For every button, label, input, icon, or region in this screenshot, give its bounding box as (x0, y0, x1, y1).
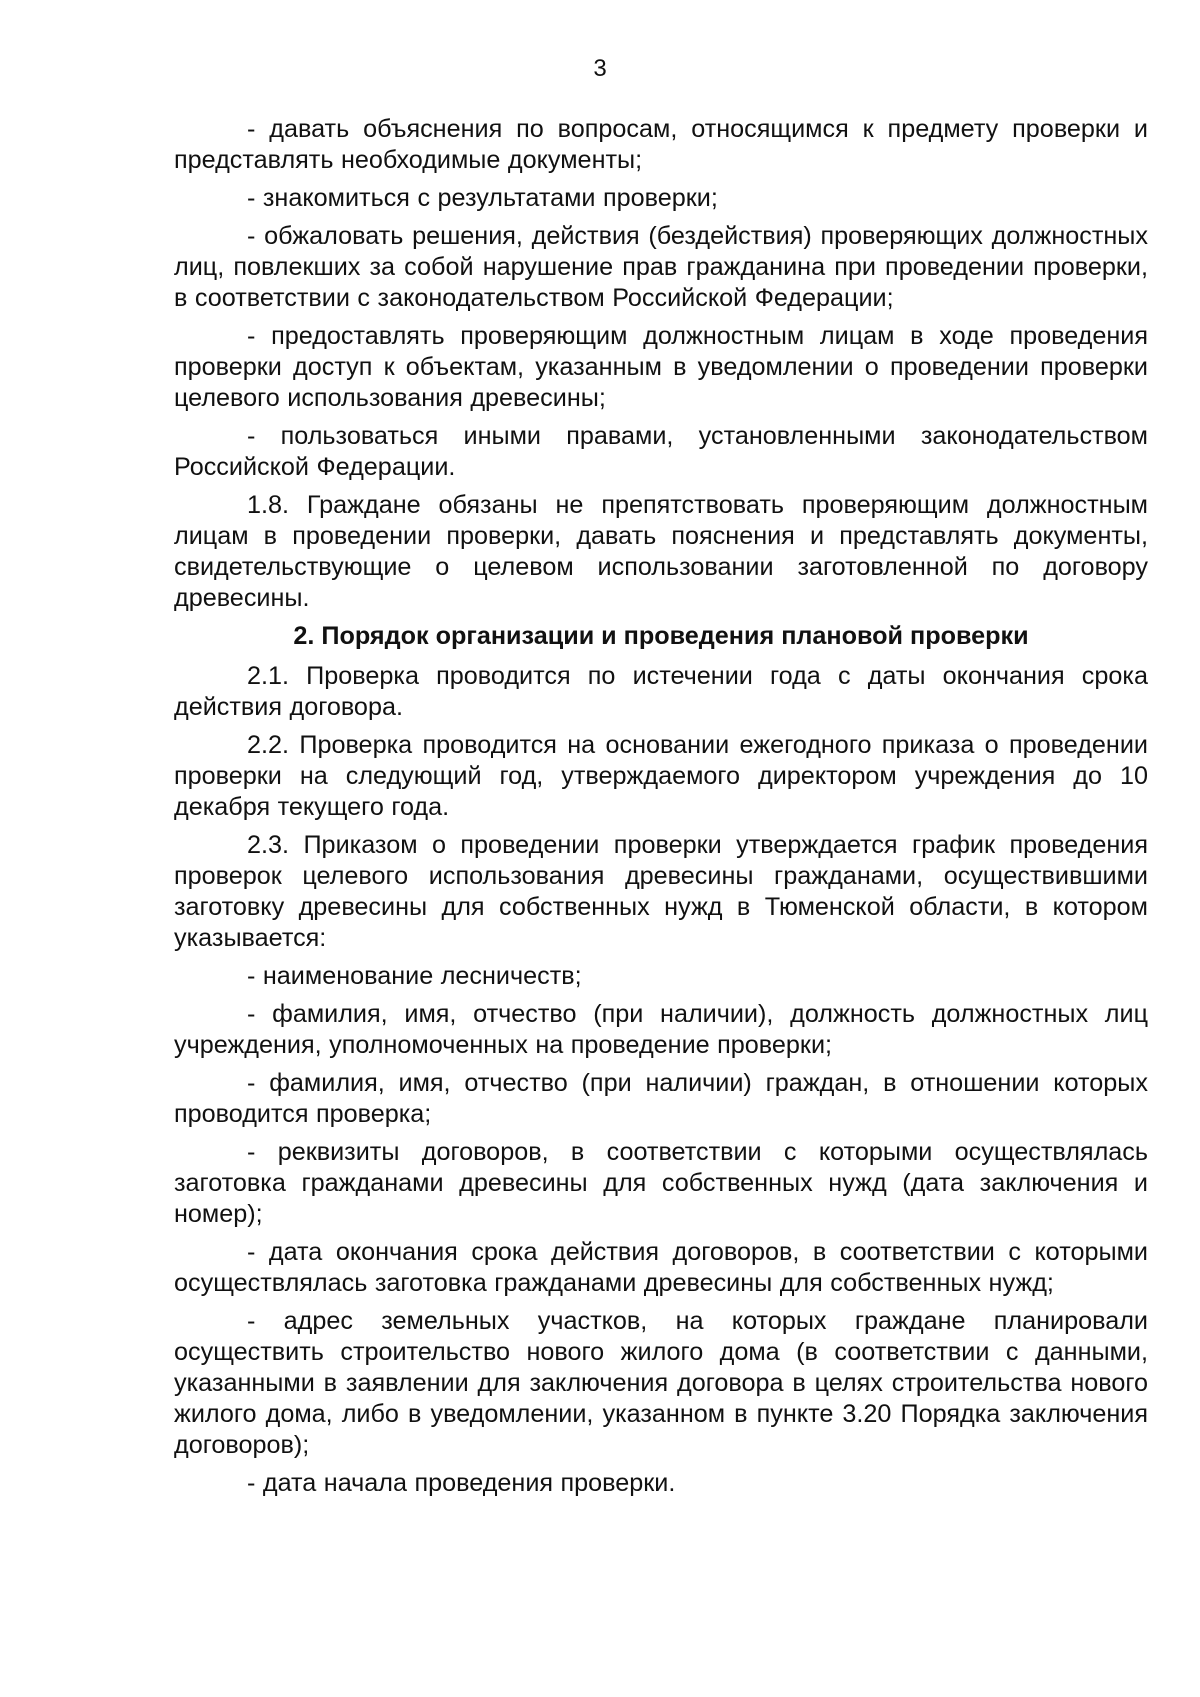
paragraph-1-8: 1.8. Граждане обязаны не препятствовать проверяющим должностным лицам в проведении проверки, давать пояснения и представлять документы, свидетельствующие о целевом использовании заготовленной по договору древесины. (174, 491, 1148, 612)
section-heading: 2. Порядок организации и проведения плановой проверки (293, 622, 1029, 650)
paragraph-right-access: - предоставлять проверяющим должностным лицам в ходе проведения проверки доступ к объектам, указанным в уведомлении о проведении проверки целевого использования древесины; (174, 322, 1148, 412)
paragraph-right-explanations: - давать объяснения по вопросам, относящимся к предмету проверки и представлять необходимые документы; (174, 115, 1148, 174)
list-item-contract-end-date: - дата окончания срока действия договоров, в соответствии с которыми осуществлялась заготовка гражданами древесины для собственных нужд; (174, 1238, 1148, 1297)
list-item-officials: - фамилия, имя, отчество (при наличии), должность должностных лиц учреждения, уполномоченных на проведение проверки; (174, 1000, 1148, 1059)
page-number: 3 (593, 55, 607, 82)
list-item-contract-details: - реквизиты договоров, в соответствии с которыми осуществлялась заготовка гражданами древесины для собственных нужд (дата заключения и номер); (174, 1138, 1148, 1228)
list-item-citizens: - фамилия, имя, отчество (при наличии) граждан, в отношении которых проводится проверка; (174, 1069, 1148, 1128)
list-item-land-address: - адрес земельных участков, на которых граждане планировали осуществить строительство нового жилого дома (в соответствии с данными, указанными в заявлении для заключения договора в целях строительства нового жилого дома, либо в уведомлении, указанном в пункте 3.20 Порядка заключения договоров); (174, 1307, 1148, 1459)
list-item-forestries: - наименование лесничеств; (247, 962, 582, 990)
paragraph-right-other: - пользоваться иными правами, установленными законодательством Российской Федерации. (174, 422, 1148, 481)
paragraph-2-2: 2.2. Проверка проводится на основании ежегодного приказа о проведении проверки на следующий год, утверждаемого директором учреждения до 10 декабря текущего года. (174, 731, 1148, 821)
paragraph-2-3: 2.3. Приказом о проведении проверки утверждается график проведения проверок целевого использования древесины гражданами, осуществившими заготовку древесины для собственных нужд в Тюменской области, в котором указывается: (174, 831, 1148, 952)
document-body (174, 114, 1148, 1506)
paragraph-right-results: - знакомиться с результатами проверки; (247, 184, 718, 212)
paragraph-2-1: 2.1. Проверка проводится по истечении года с даты окончания срока действия договора. (174, 662, 1148, 721)
paragraph-right-appeal: - обжаловать решения, действия (бездействия) проверяющих должностных лиц, повлекших за собой нарушение прав гражданина при проведении проверки, в соответствии с законодательством Российской Федерации; (174, 222, 1148, 312)
list-item-start-date: - дата начала проведения проверки. (247, 1469, 676, 1497)
